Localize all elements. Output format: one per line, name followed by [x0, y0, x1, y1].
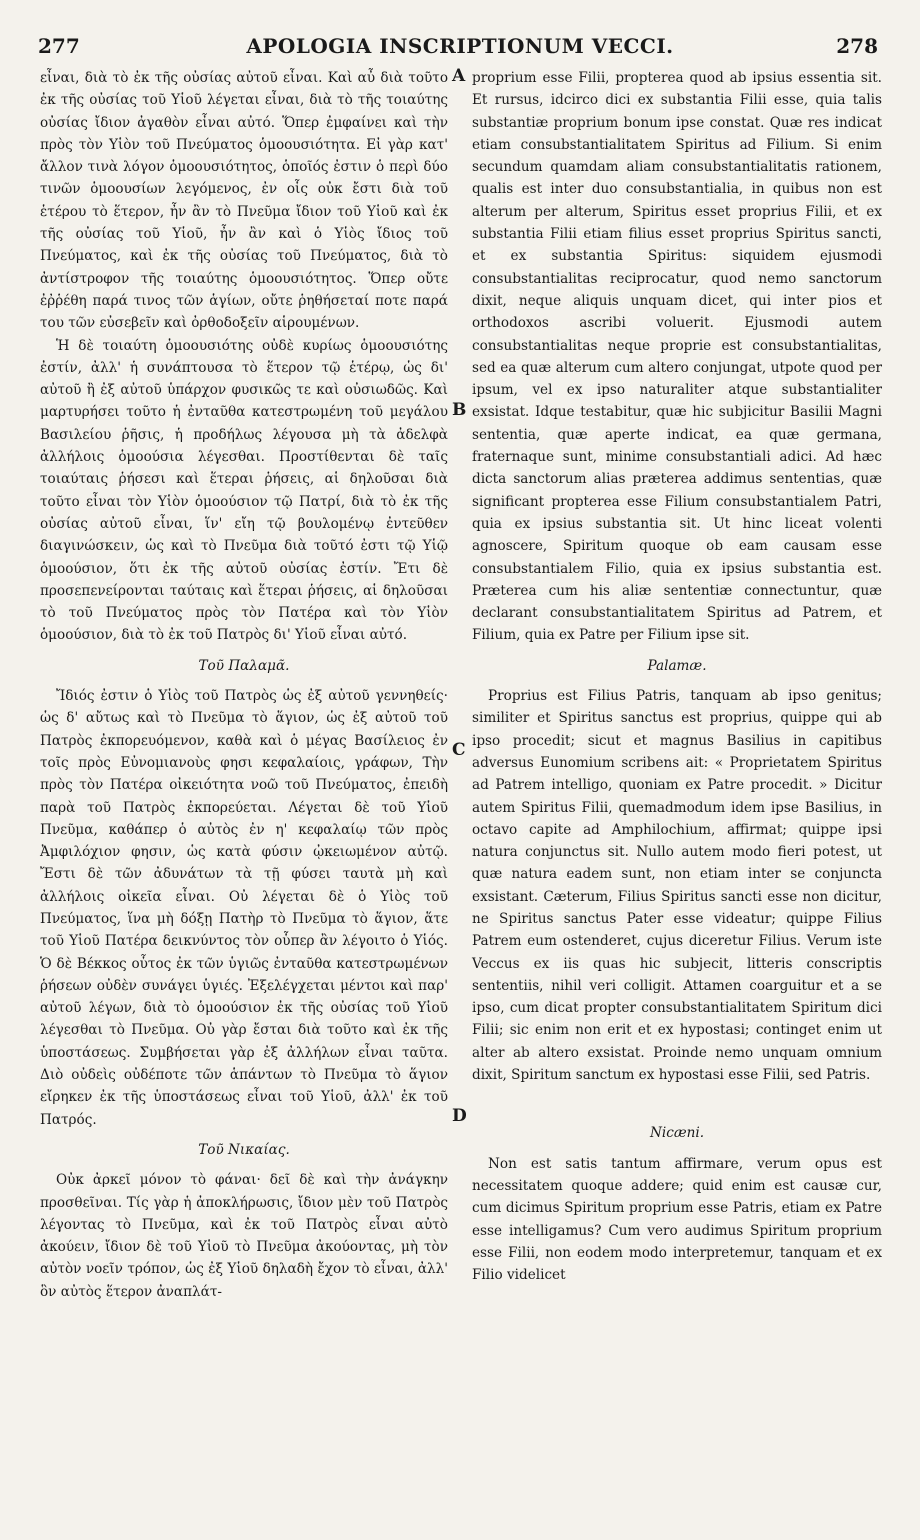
latin-paragraph-2: Proprius est Filius Patris, tanquam ab ipso genitus; similiter et Spiritus sanctus est proprius, quippe qui ab ipso procedit; sicut et magnus Basilius in capitibus adversus Eunomium scribens ait: « Proprietatem Spiritus ad Patrem intelligo, quoniam ex Patre procedit. » Dicitur autem Spiritus Filii, quemadmodum idem ipse Basilius, in octavo capite ad Amphilochium, affirmat; quippe ipsi natura conjunctus sit. Nullo autem modo fieri potest, ut quæ natura eadem sunt, non etiam inter se conjuncta exsistant. Cæterum, Filius Spiritus sancti esse non dicitur, ne Spiritus sanctus Pater esse videatur; quippe Filius Patrem eum ostenderet, cujus diceretur Filius. Verum iste Veccus ex iis quas hic subjecit, litteris conscriptis sententiis, nihil veri colligit. Attamen coarguitur et a se ipso, cum dicat propter consubstantialitatem Spiritum dici Filii; sic enim non erit et ex hypostasi; continget enim ut alter ab altero exsistat. Proinde nemo unquam omnium dixit, Spiritum sanctum ex hypostasi esse Filii, sed Patris.	[472, 688, 882, 1084]
running-title: APOLOGIA INSCRIPTIONUM VECCI.	[246, 34, 674, 58]
page-number-left: 277	[38, 34, 80, 58]
greek-paragraph-4: Οὐκ ἀρκεῖ μόνον τὸ φάναι· δεῖ δὲ καὶ τὴν ἀνάγκην προσθεῖναι. Τίς γὰρ ἡ ἀποκλήρωσις, ἴδιον μὲν τοῦ Πατρὸς λέγοντας τὸ Πνεῦμα, καὶ ἐκ τοῦ Πατρὸς εἶναι αὐτὸ ἀκούειν, ἴδιον δὲ τοῦ Υἱοῦ τὸ Πνεῦμα ἀκούοντας, μὴ τὸν αὐτὸν νοεῖν τρόπον, ὡς ἐξ Υἱοῦ δηλαδὴ ἔχον τὸ εἶναι, ἀλλ' ὃν αὐτὸς ἕτερον ἀναπλάτ-	[40, 1172, 448, 1300]
greek-paragraph-1: εἶναι, διὰ τὸ ἐκ τῆς οὐσίας αὐτοῦ εἶναι. Καὶ αὖ διὰ τοῦτο ἐκ τῆς οὐσίας τοῦ Υἱοῦ λέγεται εἶναι, διὰ τὸ τῆς τοιαύτης οὐσίας ἴδιον ἀγαθὸν εἶναι αὐτό. Ὅπερ ἐμφαίνει καὶ τὴν πρὸς τὸν Υἱὸν τοῦ Πνεύματος ὁμοουσιότητα. Εἰ γὰρ κατ' ἄλλον τινὰ λόγον ὁμοουσιότητος, ὁποῖός ἐστιν ὁ περὶ δύο τινῶν ὁμοουσίων λεγόμενος, ἐν οἷς οὐκ ἔστι διὰ τοῦ ἑτέρου τὸ ἕτερον, ἦν ἂν τὸ Πνεῦμα ἴδιον τοῦ Υἱοῦ καὶ ἐκ τῆς οὐσίας τοῦ Υἱοῦ, ἦν ἂν καὶ ὁ Υἱὸς ἴδιος τοῦ Πνεύματος, καὶ ἐκ τῆς οὐσίας τοῦ Πνεύματος, διὰ τὸ ἀντίστροφον τῆς τοιαύτης ὁμοουσιότητος. Ὅπερ οὔτε ἐῤῥέθη παρά τινος τῶν ἁγίων, οὔτε ῥηθήσεταί ποτε παρά του τῶν εὐσεβεῖν καὶ ὀρθοδοξεῖν αἱρουμένων.	[40, 70, 448, 332]
greek-paragraph-3: Ἴδιός ἐστιν ὁ Υἱὸς τοῦ Πατρὸς ὡς ἐξ αὐτοῦ γεννηθείς· ὡς δ' αὔτως καὶ τὸ Πνεῦμα τὸ ἅγιον, ὡς ἐξ αὐτοῦ τοῦ Πατρὸς ἐκπορευόμενον, καθὰ καὶ ὁ μέγας Βασίλειος ἐν τοῖς πρὸς Εὐνομιανοὺς φησι κεφαλαίοις, γράφων, Τὴν πρὸς τὸν Πατέρα οἰκειότητα νοῶ τοῦ Πνεύματος, ἐπειδὴ παρὰ τοῦ Πατρὸς ἐκπορεύεται. Λέγεται δὲ τοῦ Υἱοῦ Πνεῦμα, καθάπερ ὁ αὐτὸς ἐν η' κεφαλαίῳ τῶν πρὸς Ἀμφιλόχιον φησιν, ὡς κατὰ φύσιν ᾠκειωμένον αὐτῷ. Ἔστι δὲ τῶν ἀδυνάτων τὰ τῇ φύσει ταυτὰ μὴ καὶ ἀλλήλοις οἰκεῖα εἶναι. Οὐ λέγεται δὲ ὁ Υἱὸς τοῦ Πνεύματος, ἵνα μὴ δόξῃ Πατὴρ τὸ Πνεῦμα τὸ ἅγιον, ἅτε τοῦ Υἱοῦ Πατέρα δεικνύντος τὸν οὗπερ ἂν λέγοιτο ὁ Υἱός. Ὁ δὲ Βέκκος οὗτος ἐκ τῶν ὑγιῶς ἐνταῦθα κατεστρωμένων ῥήσεων οὐδὲν συνάγει ὑγιές. Ἐξελέγχεται μέντοι καὶ παρ' αὐτοῦ λέγων, διὰ τὸ ὁμοούσιον ἐκ τῆς οὐσίας τοῦ Υἱοῦ λέγεσθαι τὸ Πνεῦμα. Οὐ γὰρ ἔσται διὰ τοῦτο καὶ ἐκ τῆς ὑποστάσεως. Συμβήσεται γὰρ ἐξ ἀλλήλων εἶναι ταῦτα. Διὸ οὐδεὶς οὐδέποτε τῶν ἁπάντων τὸ Πνεῦμα τὸ ἅγιον εἴρηκεν ἐκ τῆς ὑποστάσεως εἶναι τοῦ Υἱοῦ, ἀλλ' ἐκ τοῦ Πατρός.	[40, 688, 448, 1128]
latin-section-heading-nicaea: Nicæni.	[649, 1125, 705, 1142]
greek-column	[40, 67, 448, 1540]
latin-column	[472, 67, 882, 1540]
greek-paragraph-2: Ἡ δὲ τοιαύτη ὁμοουσιότης οὐδὲ κυρίως ὁμοουσιότης ἐστίν, ἀλλ' ἡ συνάπτουσα τὸ ἕτερον τῷ ἑτέρῳ, ὡς δι' αὐτοῦ ἢ ἐξ αὐτοῦ ὑπάρχον φυσικῶς τε καὶ οὐσιωδῶς. Καὶ μαρτυρήσει τοῦτο ἡ ἐνταῦθα κατεστρωμένη τοῦ μεγάλου Βασιλείου ῥῆσις, ἡ προδήλως λέγουσα μὴ τὰ ἀδελφὰ ἀλλήλοις ὁμοούσια λέγεσθαι. Προστίθενται δὲ ταῖς τοιαύταις ῥήσεσι καὶ ἕτεραι ῥήσεις, αἱ δηλοῦσαι διὰ τοῦτο εἶναι τὸν Υἱὸν ὁμοούσιον τῷ Πατρί, διὰ τὸ ἐκ τῆς οὐσίας αὐτοῦ εἶναι, ἵν' εἴη τῷ βουλομένῳ ἐντεῦθεν διαγινώσκειν, ὡς καὶ τὸ Πνεῦμα διὰ τοῦτό ἐστι τῷ Υἱῷ ὁμοούσιον, ὅτι ἐκ τῆς αὐτοῦ οὐσίας ἐστίν. Ἔτι δὲ προσεπενείρονται ταύταις καὶ ἕτεραι ῥήσεις, αἱ δηλοῦσαι τὸ τοῦ Πνεύματος πρὸς τὸν Πατέρα καὶ τὸν Υἱὸν ὁμοούσιον, διὰ τὸ ἐκ τοῦ Πατρὸς δι' Υἱοῦ εἶναι αὐτό.	[40, 337, 448, 644]
running-head	[0, 34, 920, 64]
margin-marker-b: B	[452, 400, 467, 420]
margin-marker-a: A	[452, 66, 466, 86]
greek-section-heading-nicaea: Τοῦ Νικαίας.	[198, 1141, 290, 1158]
latin-paragraph-3: Non est satis tantum affirmare, verum opus est necessitatem quoque addere; quid enim est causæ cur, cum dicimus Spiritum proprium esse Patris, etiam ex Patre esse intelligamus? Cum vero audimus Spiritum proprium esse Filii, non eodem modo interpretemur, tanquam et ex Filio videlicet	[472, 1155, 882, 1284]
margin-marker-d: D	[452, 1106, 467, 1126]
latin-paragraph-1: proprium esse Filii, propterea quod ab ipsius essentia sit. Et rursus, idcirco dici ex substantia Filii esse, quia talis substantiæ proprium bonum ipse constat. Quæ res indicat etiam consubstantialitatem Spiritus ad Filium. Si enim secundum quamdam aliam consubstantialitatis rationem, qualis est inter duo consubstantialia, in quibus non est alterum per alterum, Spiritus esset proprius Filii, et ex substantia Filii etiam filius esset proprius Spiritus sancti, et ex substantia Spiritus: siquidem ejusmodi consubstantialitas reciprocatur, quod nemo sanctorum dixit, neque aliquis unquam dicet, qui inter pios et orthodoxos ascribi voluerit. Ejusmodi autem consubstantialitas neque proprie est consubstantialitas, sed ea quæ alterum cum altero conjungat, utpote quod per ipsum, vel ex ipso naturaliter atque substantialiter exsistat. Idque testabitur, quæ hic subjicitur Basilii Magni sententia, quæ aperte indicat, ea quæ germana, fraternaque sunt, minime consubstantiali adici. Ad hæc dicta sanctorum alias præterea addimus sententias, quæ significant propterea esse Filium consubstantialem Patri, quia ex ipsius substantia sit. Ut hinc liceat volenti agnoscere, Spiritum quoque ob eam causam esse consubstantialem Filio, quia ex ipsius substantia est. Præterea cum his aliæ sententiæ connectuntur, quæ declarant consubstantialitatem Spiritus ad Patrem, et Filium, quia ex Patre per Filium ipse sit.	[472, 70, 882, 644]
greek-section-heading-palamas: Τοῦ Παλαμᾶ.	[198, 657, 290, 674]
margin-marker-c: C	[452, 740, 466, 760]
latin-section-heading-palamas: Palamæ.	[647, 657, 707, 674]
page-number-right: 278	[836, 34, 878, 58]
